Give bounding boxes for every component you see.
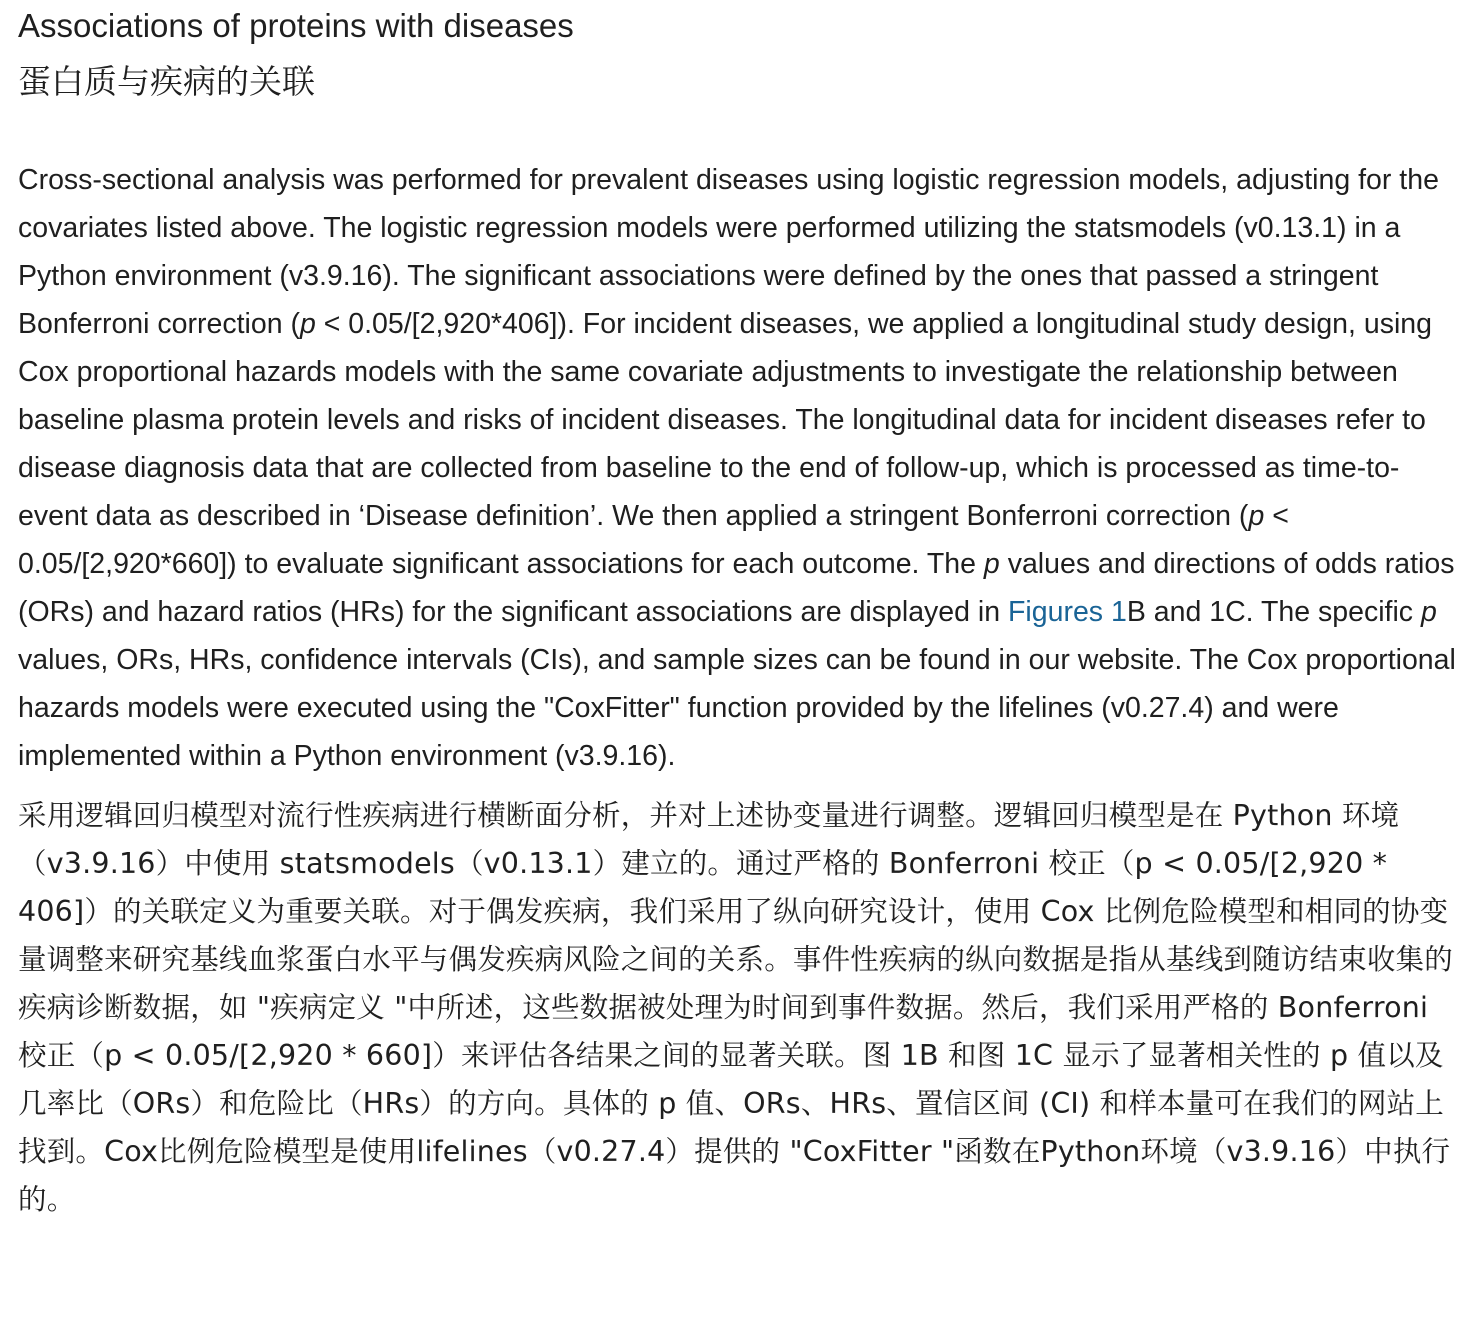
figures-link[interactable]: Figures 1 [1008,596,1127,628]
text-segment: values and directions of odds ratios (ORs) and hazard ratios (HRs) for the significant associations are displayed in [18,548,1455,628]
p-symbol: p [983,548,1000,580]
p-symbol: p [1420,596,1437,628]
text-segment: values, ORs, HRs, confidence intervals (CIs), and sample sizes can be found in our website. The Cox proportional hazards models were executed using the "CoxFitter" function provided by the lifelines (v0.27.4) and were implemented within a Python environment (v3.9.16). [18,644,1456,772]
section-title-english: Associations of proteins with diseases [18,7,574,44]
paragraph-english [18,156,1466,780]
section-title-chinese: 蛋白质与疾病的关联 [18,62,315,101]
p-symbol: p [1248,500,1265,532]
text-segment: < 0.05/[2,920*406]). For incident diseases, we applied a longitudinal study design, using Cox proportional hazards models with the same covariate adjustments to investigate the relationship between baseline plasma protein levels and risks of incident diseases. The longitudinal data for incident diseases refer to disease diagnosis data that are collected from baseline to the end of follow-up, which is processed as time-to-event data as described in ‘Disease definition’. We then applied a stringent Bonferroni correction ( [18,308,1433,532]
text-segment: Cross-sectional analysis was performed for prevalent diseases using logistic regression models, adjusting for the covariates listed above. The logistic regression models were performed utilizing the statsmodels (v0.13.1) in a Python environment (v3.9.16). The significant associations were defined by the ones that passed a stringent Bonferroni correction ( [18,164,1439,340]
text-segment: B and 1C. The specific [1126,596,1421,628]
paragraph-chinese: 采用逻辑回归模型对流行性疾病进行横断面分析，并对上述协变量进行调整。逻辑回归模型是在 Python 环境（v3.9.16）中使用 statsmodels（v0.13.1）建立的。通过严格的 Bonferroni 校正（p < 0.05/[2,920 * 406]）的关联定义为重要关联。对于偶发疾病，我们采用了纵向研究设计，使用 Cox 比例危险模型和相同的协变量调整来研究基线血浆蛋白水平与偶发疾病风险之间的关系。事件性疾病的纵向数据是指从基线到随访结束收集的疾病诊断数据，如 "疾病定义 "中所述，这些数据被处理为时间到事件数据。然后，我们采用严格的 Bonferroni 校正（p < 0.05/[2,920 * 660]）来评估各结果之间的显著关联。图 1B 和图 1C 显示了显著相关性的 p 值以及几率比（ORs）和危险比（HRs）的方向。具体的 p 值、ORs、HRs、置信区间 (CI) 和样本量可在我们的网站上找到。Cox比例危险模型是使用lifelines（v0.27.4）提供的 "CoxFitter "函数在Python环境（v3.9.16）中执行的。 [18,799,1454,1216]
text-segment: < 0.05/[2,920*660]) to evaluate significant associations for each outcome. The [18,500,1289,580]
article-section [18,0,1466,1224]
p-symbol: p [299,308,316,340]
